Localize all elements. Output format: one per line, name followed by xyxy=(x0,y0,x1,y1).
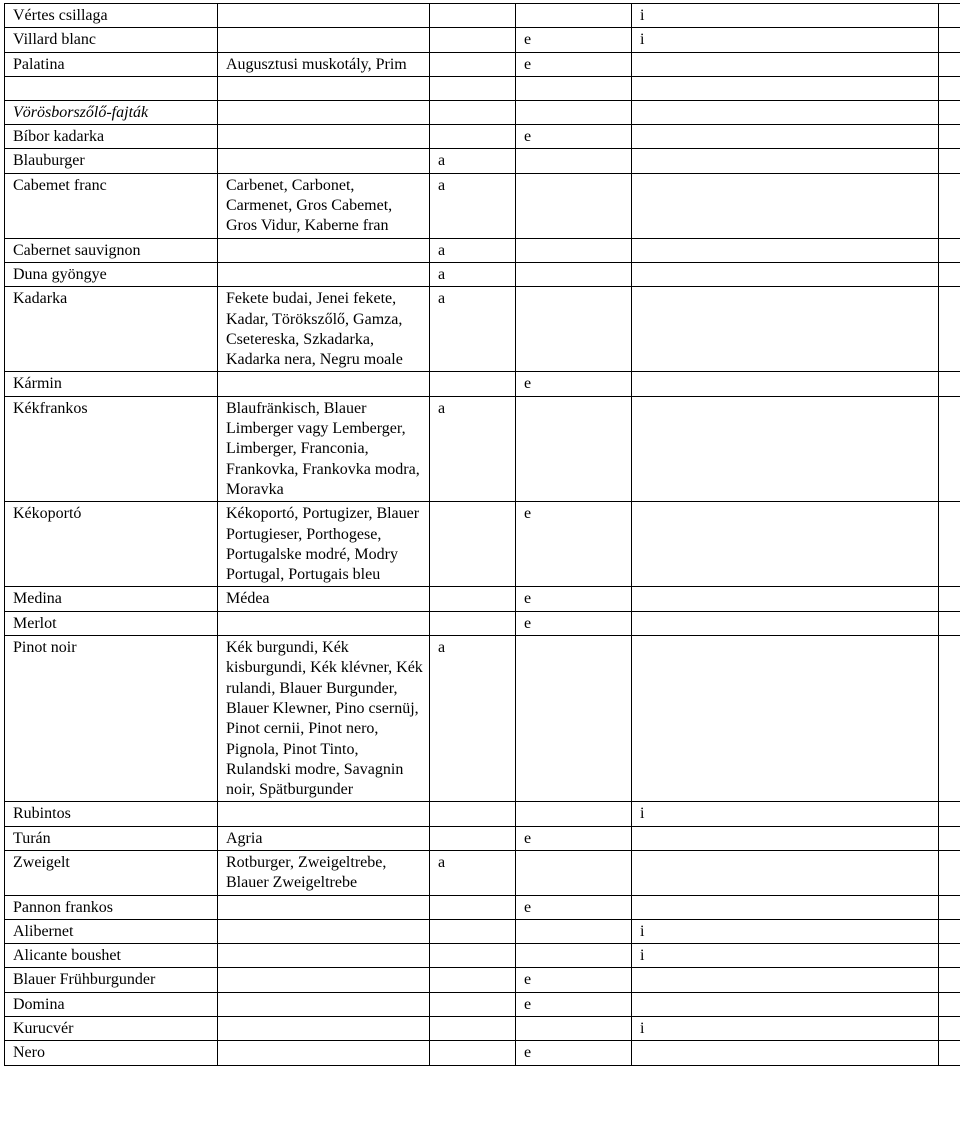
col-e-cell: e xyxy=(516,502,632,587)
edge-cell xyxy=(939,125,960,149)
col-i-cell xyxy=(632,287,939,372)
col-i-cell xyxy=(632,1041,939,1065)
col-e-cell: e xyxy=(516,372,632,396)
col-a-cell: a xyxy=(430,173,516,238)
table-row xyxy=(5,968,960,992)
col-e-cell xyxy=(516,636,632,802)
col-a-cell xyxy=(430,895,516,919)
col-e-cell xyxy=(516,1017,632,1041)
synonyms-cell: Fekete budai, Jenei fekete, Kadar, Törökszőlő, Gamza, Csetereska, Szkadarka, Kadarka nera, Negru moale xyxy=(218,287,430,372)
col-a-cell xyxy=(430,76,516,100)
col-a-cell: a xyxy=(430,262,516,286)
col-e-cell xyxy=(516,238,632,262)
col-e-cell: e xyxy=(516,992,632,1016)
col-e-cell: e xyxy=(516,895,632,919)
edge-cell xyxy=(939,826,960,850)
variety-name-cell: Vörösborszőlő-fajták xyxy=(5,100,218,124)
variety-name-cell: Kármin xyxy=(5,372,218,396)
variety-name-cell: Merlot xyxy=(5,611,218,635)
edge-cell xyxy=(939,1041,960,1065)
col-a-cell: a xyxy=(430,149,516,173)
variety-name-cell: Zweigelt xyxy=(5,850,218,895)
col-i-cell xyxy=(632,636,939,802)
synonyms-cell xyxy=(218,238,430,262)
col-i-cell xyxy=(632,992,939,1016)
synonyms-cell: Kék burgundi, Kék kisburgundi, Kék klévner, Kék rulandi, Blauer Burgunder, Blauer Klewner, Pino csernüj, Pinot cernii, Pinot nero, Pignola, Pinot Tinto, Rulandski modre, Savagnin noir, Spätburgunder xyxy=(218,636,430,802)
col-e-cell xyxy=(516,396,632,501)
edge-cell xyxy=(939,992,960,1016)
synonyms-cell xyxy=(218,149,430,173)
col-a-cell xyxy=(430,502,516,587)
synonyms-cell: Blaufränkisch, Blauer Limberger vagy Lemberger, Limberger, Franconia, Frankovka, Frankovka modra, Moravka xyxy=(218,396,430,501)
table-row xyxy=(5,944,960,968)
table-row xyxy=(5,1041,960,1065)
variety-name-cell: Turán xyxy=(5,826,218,850)
edge-cell xyxy=(939,100,960,124)
edge-cell xyxy=(939,149,960,173)
col-a-cell xyxy=(430,611,516,635)
variety-name-cell: Alibernet xyxy=(5,919,218,943)
synonyms-cell xyxy=(218,100,430,124)
col-e-cell: e xyxy=(516,611,632,635)
col-i-cell xyxy=(632,895,939,919)
edge-cell xyxy=(939,636,960,802)
col-a-cell xyxy=(430,100,516,124)
variety-name-cell: Medina xyxy=(5,587,218,611)
edge-cell xyxy=(939,52,960,76)
synonyms-cell: Augusztusi muskotály, Prim xyxy=(218,52,430,76)
col-i-cell: i xyxy=(632,802,939,826)
table-row xyxy=(5,1017,960,1041)
col-i-cell: i xyxy=(632,1017,939,1041)
col-e-cell xyxy=(516,262,632,286)
synonyms-cell xyxy=(218,125,430,149)
variety-name-cell: Duna gyöngye xyxy=(5,262,218,286)
table-row xyxy=(5,76,960,100)
col-e-cell: e xyxy=(516,1041,632,1065)
table-row xyxy=(5,802,960,826)
synonyms-cell xyxy=(218,76,430,100)
col-e-cell xyxy=(516,944,632,968)
table-row xyxy=(5,173,960,238)
edge-cell xyxy=(939,372,960,396)
synonyms-cell: Carbenet, Carbonet, Carmenet, Gros Cabemet, Gros Vidur, Kaberne fran xyxy=(218,173,430,238)
col-a-cell: a xyxy=(430,396,516,501)
col-i-cell xyxy=(632,611,939,635)
col-a-cell xyxy=(430,826,516,850)
synonyms-cell xyxy=(218,919,430,943)
col-i-cell xyxy=(632,850,939,895)
col-i-cell xyxy=(632,587,939,611)
synonyms-cell: Agria xyxy=(218,826,430,850)
col-i-cell xyxy=(632,262,939,286)
synonyms-cell xyxy=(218,611,430,635)
synonyms-cell xyxy=(218,372,430,396)
variety-name-cell: Domina xyxy=(5,992,218,1016)
synonyms-cell xyxy=(218,802,430,826)
table-row xyxy=(5,992,960,1016)
col-a-cell xyxy=(430,944,516,968)
col-a-cell xyxy=(430,992,516,1016)
col-e-cell: e xyxy=(516,968,632,992)
col-a-cell xyxy=(430,919,516,943)
table-row xyxy=(5,919,960,943)
synonyms-cell xyxy=(218,28,430,52)
variety-name-cell: Bíbor kadarka xyxy=(5,125,218,149)
variety-name-cell: Alicante boushet xyxy=(5,944,218,968)
col-a-cell: a xyxy=(430,636,516,802)
col-i-cell: i xyxy=(632,944,939,968)
col-a-cell xyxy=(430,968,516,992)
col-e-cell: e xyxy=(516,52,632,76)
col-a-cell: a xyxy=(430,238,516,262)
col-e-cell xyxy=(516,76,632,100)
edge-cell xyxy=(939,238,960,262)
variety-name-cell: Kurucvér xyxy=(5,1017,218,1041)
table-row xyxy=(5,100,960,124)
edge-cell xyxy=(939,1017,960,1041)
col-e-cell xyxy=(516,287,632,372)
col-e-cell xyxy=(516,149,632,173)
col-i-cell xyxy=(632,149,939,173)
col-a-cell xyxy=(430,802,516,826)
col-a-cell: a xyxy=(430,287,516,372)
synonyms-cell xyxy=(218,4,430,28)
col-a-cell xyxy=(430,587,516,611)
edge-cell xyxy=(939,396,960,501)
col-a-cell xyxy=(430,28,516,52)
table-row xyxy=(5,4,960,28)
table-row xyxy=(5,502,960,587)
variety-name-cell xyxy=(5,76,218,100)
col-i-cell xyxy=(632,372,939,396)
table-row xyxy=(5,372,960,396)
col-a-cell xyxy=(430,52,516,76)
col-e-cell xyxy=(516,100,632,124)
col-i-cell xyxy=(632,826,939,850)
edge-cell xyxy=(939,287,960,372)
col-e-cell xyxy=(516,802,632,826)
col-i-cell xyxy=(632,76,939,100)
edge-cell xyxy=(939,895,960,919)
col-a-cell xyxy=(430,125,516,149)
col-e-cell: e xyxy=(516,28,632,52)
synonyms-cell xyxy=(218,1017,430,1041)
col-a-cell xyxy=(430,4,516,28)
variety-name-cell: Villard blanc xyxy=(5,28,218,52)
col-i-cell xyxy=(632,968,939,992)
edge-cell xyxy=(939,262,960,286)
col-a-cell xyxy=(430,1041,516,1065)
table-row xyxy=(5,895,960,919)
variety-name-cell: Kékoportó xyxy=(5,502,218,587)
variety-name-cell: Palatina xyxy=(5,52,218,76)
variety-name-cell: Kékfrankos xyxy=(5,396,218,501)
col-i-cell: i xyxy=(632,919,939,943)
col-a-cell: a xyxy=(430,850,516,895)
synonyms-cell xyxy=(218,262,430,286)
edge-cell xyxy=(939,802,960,826)
variety-name-cell: Blauer Frühburgunder xyxy=(5,968,218,992)
col-e-cell: e xyxy=(516,125,632,149)
variety-name-cell: Nero xyxy=(5,1041,218,1065)
col-i-cell xyxy=(632,52,939,76)
edge-cell xyxy=(939,919,960,943)
synonyms-cell xyxy=(218,1041,430,1065)
col-a-cell xyxy=(430,1017,516,1041)
edge-cell xyxy=(939,4,960,28)
table-row xyxy=(5,149,960,173)
table-row xyxy=(5,636,960,802)
col-i-cell xyxy=(632,100,939,124)
col-i-cell xyxy=(632,238,939,262)
col-e-cell: e xyxy=(516,826,632,850)
col-i-cell xyxy=(632,125,939,149)
edge-cell xyxy=(939,944,960,968)
table-row xyxy=(5,125,960,149)
edge-cell xyxy=(939,28,960,52)
variety-name-cell: Vértes csillaga xyxy=(5,4,218,28)
edge-cell xyxy=(939,850,960,895)
edge-cell xyxy=(939,611,960,635)
synonyms-cell: Médea xyxy=(218,587,430,611)
col-e-cell xyxy=(516,173,632,238)
table-row xyxy=(5,611,960,635)
table-row xyxy=(5,396,960,501)
variety-name-cell: Cabemet franc xyxy=(5,173,218,238)
col-e-cell xyxy=(516,850,632,895)
table-row xyxy=(5,850,960,895)
synonyms-cell xyxy=(218,895,430,919)
variety-name-cell: Kadarka xyxy=(5,287,218,372)
variety-name-cell: Rubintos xyxy=(5,802,218,826)
col-e-cell xyxy=(516,919,632,943)
col-a-cell xyxy=(430,372,516,396)
synonyms-cell: Rotburger, Zweigeltrebe, Blauer Zweigeltrebe xyxy=(218,850,430,895)
col-i-cell xyxy=(632,396,939,501)
edge-cell xyxy=(939,173,960,238)
grape-variety-table xyxy=(4,3,960,1066)
synonyms-cell xyxy=(218,944,430,968)
table-row xyxy=(5,826,960,850)
variety-name-cell: Pannon frankos xyxy=(5,895,218,919)
table-row xyxy=(5,287,960,372)
col-i-cell xyxy=(632,502,939,587)
edge-cell xyxy=(939,76,960,100)
table-body xyxy=(5,4,960,1066)
col-i-cell: i xyxy=(632,4,939,28)
edge-cell xyxy=(939,502,960,587)
table-row xyxy=(5,28,960,52)
edge-cell xyxy=(939,587,960,611)
table-row xyxy=(5,262,960,286)
table-row xyxy=(5,587,960,611)
table-row xyxy=(5,52,960,76)
synonyms-cell xyxy=(218,992,430,1016)
synonyms-cell: Kékoportó, Portugizer, Blauer Portugieser, Porthogese, Portugalske modré, Modry Portugal, Portugais bleu xyxy=(218,502,430,587)
variety-name-cell: Blauburger xyxy=(5,149,218,173)
variety-name-cell: Pinot noir xyxy=(5,636,218,802)
table-row xyxy=(5,238,960,262)
col-i-cell: i xyxy=(632,28,939,52)
col-e-cell: e xyxy=(516,587,632,611)
col-e-cell xyxy=(516,4,632,28)
synonyms-cell xyxy=(218,968,430,992)
col-i-cell xyxy=(632,173,939,238)
variety-name-cell: Cabernet sauvignon xyxy=(5,238,218,262)
edge-cell xyxy=(939,968,960,992)
